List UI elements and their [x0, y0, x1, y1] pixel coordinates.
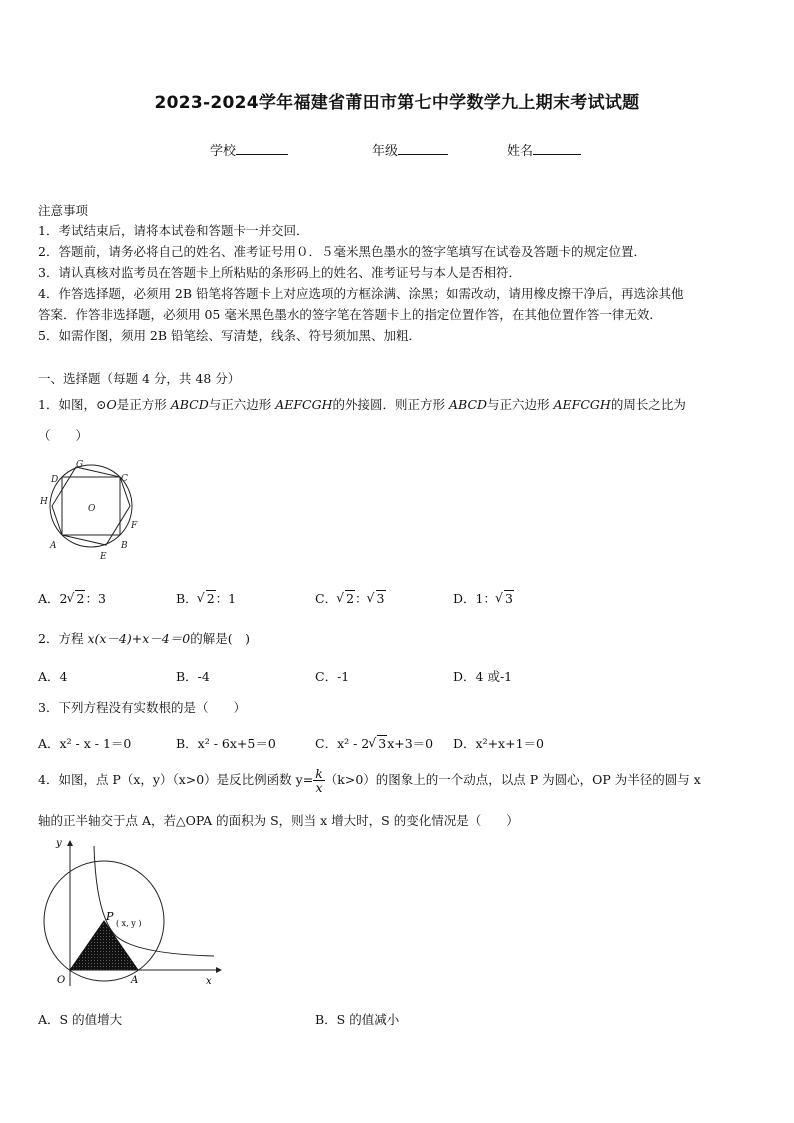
q3-option-a[interactable]: A．x² - x - 1＝0	[38, 736, 132, 751]
label-x: x	[206, 976, 212, 987]
q3-option-d[interactable]: D．x²+x+1＝0	[453, 736, 544, 751]
note-3: 3．请认真核对监考员在答题卡上所粘贴的条形码上的姓名、准考证号与本人是否相符．	[38, 265, 521, 280]
q4-option-b[interactable]: B．S 的值减小	[315, 1012, 400, 1027]
q2-option-b[interactable]: B．-4	[176, 669, 210, 684]
name-blank[interactable]	[533, 141, 581, 155]
q1-figure	[36, 458, 146, 566]
question-3: 3．下列方程没有实数根的是（ ）	[38, 700, 246, 715]
label-f: F	[131, 521, 138, 531]
note-4-cont: 答案．作答非选择题，必须用 05 毫米黑色墨水的签字笔在答题卡上的指定位置作答，在其他位置作答一律无效．	[38, 307, 662, 322]
label-a: A	[131, 975, 139, 986]
q1-option-d[interactable]: D．1：√ 3	[453, 589, 514, 607]
label-g: G	[76, 460, 84, 470]
grade-field[interactable]	[372, 140, 448, 159]
note-4: 4．作答选择题，必须用 2B 铅笔将答题卡上对应选项的方框涂满、涂黑；如需改动，请用橡皮擦干净后，再选涂其他	[38, 286, 684, 301]
name-field[interactable]	[507, 140, 581, 159]
label-p: P	[106, 910, 114, 923]
q4-option-a[interactable]: A．S 的值增大	[38, 1012, 123, 1027]
name-label: 姓名	[507, 144, 534, 159]
q2-option-d[interactable]: D．4 或-1	[453, 669, 513, 684]
grade-blank[interactable]	[398, 141, 448, 155]
label-p-coord: ( x, y )	[116, 919, 142, 928]
note-5: 5．如需作图，须用 2B 铅笔绘、写清楚，线条、符号须加黑、加粗．	[38, 328, 422, 343]
school-label: 学校	[210, 144, 237, 159]
page-title: 2023-2024学年福建省莆田市第七中学数学九上期末考试试题	[154, 93, 640, 113]
label-b: B	[121, 541, 128, 551]
label-o: O	[57, 975, 66, 986]
q2-option-c[interactable]: C．-1	[315, 669, 350, 684]
x-axis-arrow	[216, 967, 222, 973]
q1-option-a[interactable]: A．2√ 2：3	[38, 589, 106, 607]
notes-heading: 注意事项	[38, 203, 89, 218]
question-4-line2: 轴的正半轴交于点 A，若△OPA 的面积为 S，则当 x 增大时，S 的变化情况是（ ）	[38, 813, 519, 828]
q2-option-a[interactable]: A．4	[38, 669, 68, 684]
q1-option-c[interactable]: C．√ 2：√ 3	[315, 589, 386, 607]
question-1-paren: （ ）	[38, 428, 89, 443]
label-y: y	[56, 838, 62, 849]
question-2: 2．方程 x(x－4)+x－4＝0的解是( )	[38, 631, 250, 646]
q3-option-c[interactable]: C．x² - 2√ 3x+3＝0	[315, 734, 433, 752]
q1-option-b[interactable]: B．√ 2：1	[176, 589, 236, 607]
fraction-k-over-x: $\frac{k}{x}$	[315, 766, 323, 795]
label-a: A	[50, 541, 57, 551]
label-c: C	[121, 474, 128, 484]
label-h: H	[40, 497, 48, 507]
school-field[interactable]	[210, 140, 288, 159]
label-e: E	[100, 552, 107, 562]
grade-label: 年级	[372, 144, 399, 159]
school-blank[interactable]	[236, 141, 288, 155]
question-4: 4．如图，点 P（x，y）（x>0）是反比例函数 y= $\frac{k}{x}$ （k>0）的图象上的一个动点，以点 P 为圆心，OP 为半径的圆与 x	[38, 766, 701, 795]
note-2: 2．答题前，请务必将自己的姓名、准考证号用０．５毫米黑色墨水的签字笔填写在试卷及答题卡的规定位置．	[38, 244, 646, 259]
q3-option-b[interactable]: B．x² - 6x+5＝0	[176, 736, 276, 751]
question-1: 1．如图，⊙O是正方形 ABCD与正六边形 AEFCGH的外接圆．则正方形 ABCD与正六边形 AEFCGH的周长之比为	[38, 397, 686, 412]
triangle-opa	[70, 921, 138, 970]
note-1: 1．考试结束后，请将本试卷和答题卡一并交回．	[38, 223, 309, 238]
label-d: D	[51, 475, 59, 485]
y-axis-arrow	[67, 840, 73, 846]
label-o: O	[88, 504, 96, 514]
section-heading: 一、选择题（每题 4 分，共 48 分）	[38, 371, 241, 386]
q4-figure	[36, 836, 226, 992]
